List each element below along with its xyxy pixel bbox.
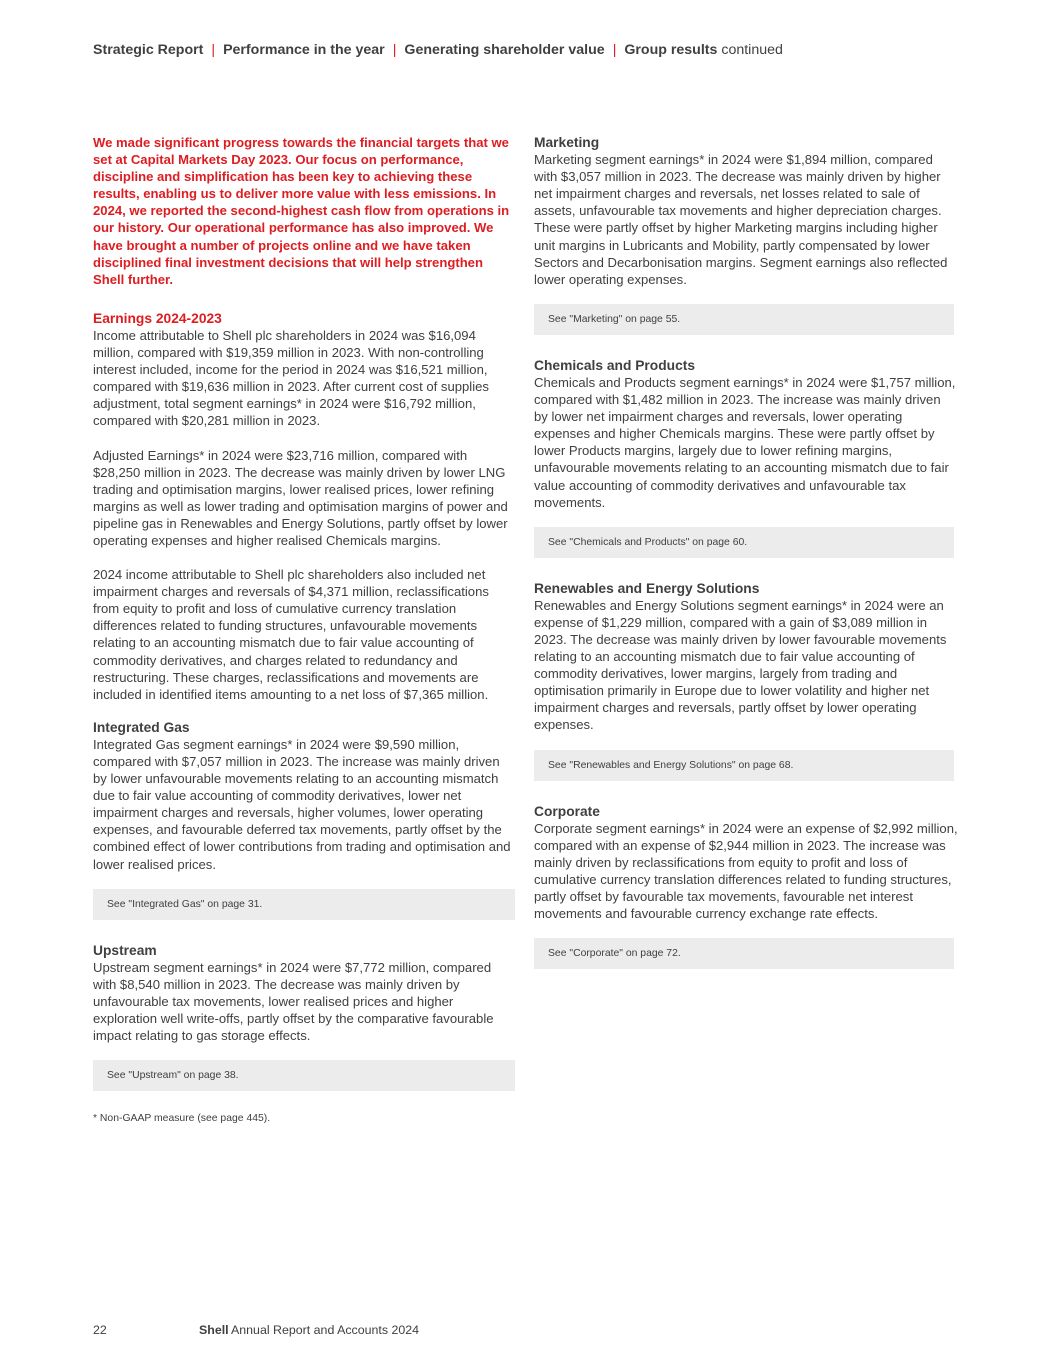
upstream-ref-link[interactable]: See "Upstream" on page 38. xyxy=(93,1060,515,1091)
renewables-heading: Renewables and Energy Solutions xyxy=(534,580,760,596)
integrated-gas-paragraph: Integrated Gas segment earnings* in 2024 were $9,590 million, compared with $7,057 million in 2023. The increase was mainly driven by lower unfavourable movements relating to an accounting mismatch due to fair value accounting of commodity derivatives, lower net impairment charges and reversals, higher volumes, lower operating expenses, and favourable deferred tax movements, partly offset by the combined effect of lower contributions from trading and optimisation and lower realised prices. xyxy=(93,736,511,872)
page-footer xyxy=(93,1323,420,1337)
integrated-gas-heading: Integrated Gas xyxy=(93,719,190,735)
marketing-paragraph: Marketing segment earnings* in 2024 were $1,894 million, compared with $3,057 million in 2023. The decrease was mainly driven by higher net impairment charges and reversals, net losses related to sale of assets, unfavourable tax movements and higher depreciation charges. These were partly offset by higher Marketing margins including higher unit margins in Lubricants and Mobility, partly compensated by lower Sectors and Decarbonisation margins. Segment earnings also reflected lower operating expenses. xyxy=(534,152,948,287)
chemicals-heading: Chemicals and Products xyxy=(534,357,696,373)
marketing-heading: Marketing xyxy=(534,135,600,150)
chemicals-ref-link[interactable]: See "Chemicals and Products" on page 60. xyxy=(534,527,954,558)
breadcrumb-group-results[interactable]: Group results xyxy=(624,42,718,58)
integrated-gas-ref-link[interactable]: See "Integrated Gas" on page 31. xyxy=(93,889,515,920)
earnings-paragraph-3: 2024 income attributable to Shell plc shareholders also included net impairment charges and reversals of $4,371 million, reclassifications from equity to profit and loss of cumulative currency translation differences related to funding structures, unfavourable movements relating to an accounting mismatch due to fair value accounting of commodity derivatives, and charges related to redundancy and restructuring. These charges, reclassifications and movements are included in identified items amounting to a net loss of $7,365 million. xyxy=(93,567,489,702)
breadcrumb-performance[interactable]: Performance in the year xyxy=(223,42,385,58)
footer-brand: Shell xyxy=(199,1323,229,1337)
renewables-paragraph: Renewables and Energy Solutions segment earnings* in 2024 were an expense of $1,229 million, compared with a gain of $3,089 million in 2023. The decrease was mainly driven by lower favourable movements relating to an accounting mismatch due to fair value accounting of commodity derivatives, lower margins, largely from trading and optimisation primarily in Europe due to lower volatility and higher net impairment charges and reversals, partly offset by lower operating expenses. xyxy=(534,597,947,733)
earnings-heading: Earnings 2024-2023 xyxy=(93,310,222,326)
non-gaap-footnote: * Non-GAAP measure (see page 445). xyxy=(93,1113,271,1125)
breadcrumb-separator: | xyxy=(392,42,397,58)
marketing-ref-link[interactable]: See "Marketing" on page 55. xyxy=(534,304,954,335)
corporate-heading: Corporate xyxy=(534,803,600,819)
page-number: 22 xyxy=(93,1323,107,1337)
left-column xyxy=(93,134,515,1124)
corporate-ref-link[interactable]: See "Corporate" on page 72. xyxy=(534,938,954,969)
corporate-paragraph: Corporate segment earnings* in 2024 were an expense of $2,992 million, compared with an expense of $2,944 million in 2023. The increase was mainly driven by reclassifications from equity to profit and loss of cumulative currency translation differences related to funding structures, partly offset by favourable tax movements, favourable net interest movements and favourable currency exchange rate effects. xyxy=(534,820,958,922)
intro-paragraph: We made significant progress towards the financial targets that we set at Capital Markets Day 2023. Our focus on performance, discipline and simplification has been key to achieving these results, enabling us to deliver more value with less emissions. In 2024, we reported the second-highest cash flow from operations in our history. Our operational performance has also improved. We have brought a number of projects online and we have taken disciplined final investment decisions that will help strengthen Shell further. xyxy=(93,135,510,287)
earnings-paragraph-2: Adjusted Earnings* in 2024 were $23,716 million, compared with $28,250 million in 2023. The decrease was mainly driven by lower LNG trading and optimisation margins, lower realised prices, lower refining margins as well as lower trading and optimisation margins of power and pipeline gas in Renewables and Energy Solutions, partly offset by lower operating expenses and higher realised Chemicals margins. xyxy=(93,447,508,548)
earnings-paragraph-1: Income attributable to Shell plc shareholders in 2024 was $16,094 million, compared with $19,359 million in 2023. With non-controlling interest included, income for the period in 2024 was $16,521 million, compared with $19,636 million in 2023. After current cost of supplies adjustment, total segment earnings* in 2024 were $16,792 million, compared with $20,281 million in 2023. xyxy=(93,327,489,429)
footer-report-title: Annual Report and Accounts 2024 xyxy=(231,1323,420,1337)
breadcrumb xyxy=(93,42,783,58)
upstream-heading: Upstream xyxy=(93,942,157,958)
upstream-paragraph: Upstream segment earnings* in 2024 were $7,772 million, compared with $8,540 million in 2023. The decrease was mainly driven by unfavourable tax movements, lower realised prices and higher exploration well write-offs, partly offset by the comparative favourable impact relating to gas storage effects. xyxy=(93,959,494,1044)
chemicals-paragraph: Chemicals and Products segment earnings* in 2024 were $1,757 million, compared with $1,482 million in 2023. The increase was mainly driven by lower net impairment charges and reversals, lower operating expenses and higher Chemicals margins. These were partly offset by lower Products margins, largely due to lower refining margins, unfavourable movements relating to an accounting mismatch due to fair value accounting of commodity derivatives and unfavourable tax movements. xyxy=(534,374,956,510)
breadcrumb-continued: continued xyxy=(721,42,783,58)
right-column xyxy=(534,134,958,969)
breadcrumb-strategic-report[interactable]: Strategic Report xyxy=(93,42,204,58)
renewables-ref-link[interactable]: See "Renewables and Energy Solutions" on page 68. xyxy=(534,750,954,781)
breadcrumb-shareholder-value[interactable]: Generating shareholder value xyxy=(404,42,605,58)
breadcrumb-separator: | xyxy=(211,42,216,58)
breadcrumb-separator: | xyxy=(612,42,617,58)
